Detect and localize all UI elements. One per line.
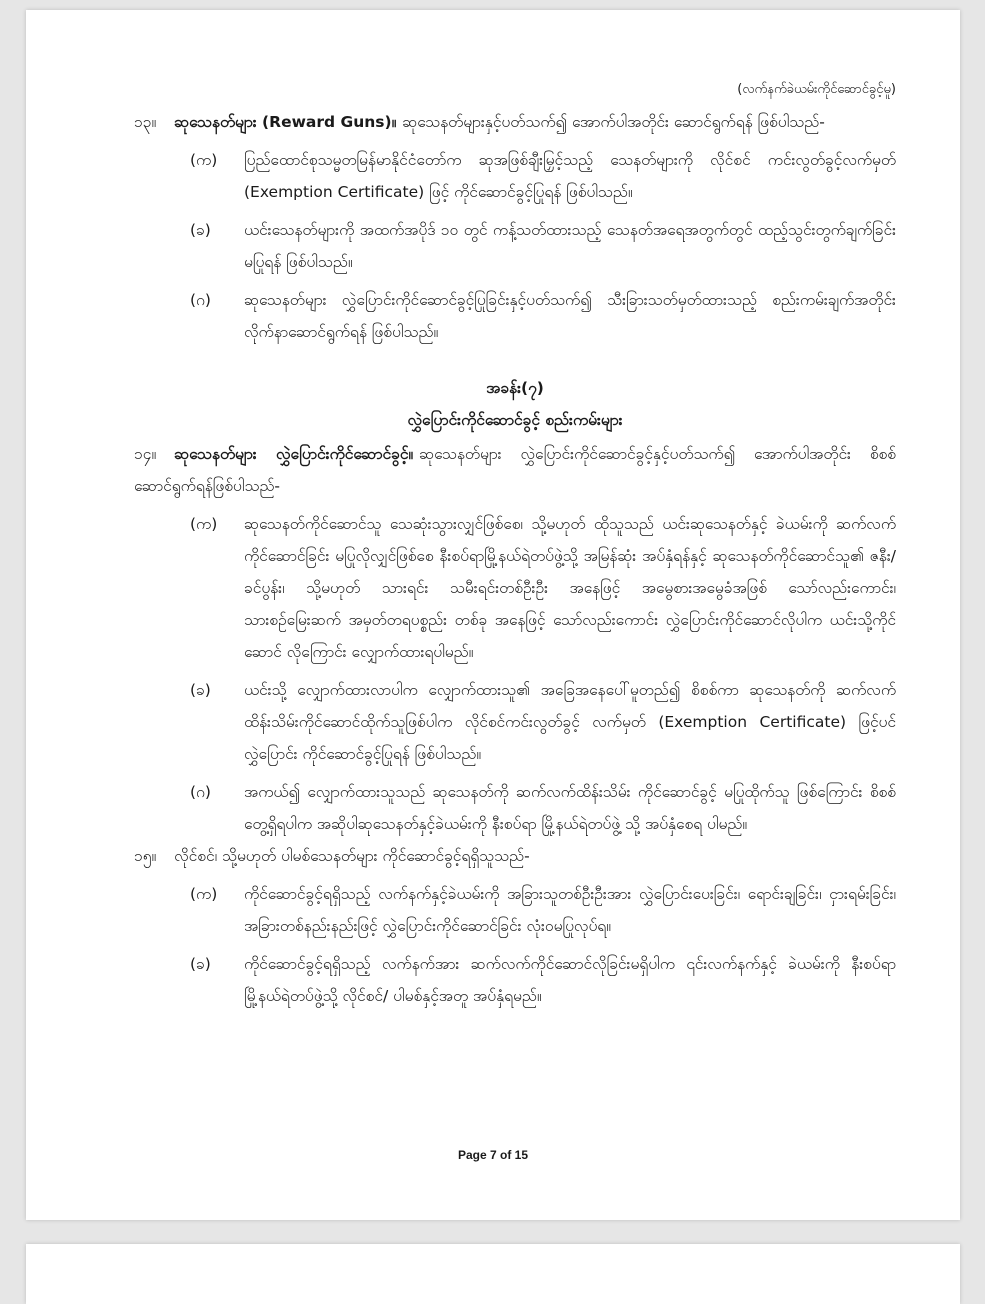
item-text: ဆုသေနတ်များ လွှဲပြောင်းကိုင်ဆောင်ခွင့်ပြုခြင်းနှင့်ပတ်သက်၍ သီးခြားသတ်မှတ်ထားသည့် စည်းကမ်းချက်အတိုင်း လိုက်နာဆောင်ရွက်ရန် ဖြစ်ပါသည်။ [244, 291, 896, 341]
list-item [134, 144, 896, 208]
item-text: ပြည်ထောင်စုသမ္မတမြန်မာနိုင်ငံတော်က ဆုအဖြစ်ချီးမြှင့်သည့် သေနတ်များကို လိုင်စင် ကင်းလွတ်ခွင့်လက်မှတ် (Exemption Certificate) ဖြင့် ကိုင်ဆောင်ခွင့်ပြုရန် ဖြစ်ပါသည်။ [244, 151, 896, 201]
paragraph-13 [134, 106, 896, 138]
paragraph-text: လိုင်စင်၊ သို့မဟုတ် ပါမစ်သေနတ်များ ကိုင်ဆောင်ခွင့်ရရှိသူသည်- [174, 847, 530, 865]
list-item [134, 508, 896, 668]
item-label: (ခ) [190, 955, 211, 973]
item-text: ဆုသေနတ်ကိုင်ဆောင်သူ သေဆုံးသွားလျှင်ဖြစ်စေ၊ သို့မဟုတ် ထိုသူသည် ယင်းဆုသေနတ်နှင့် ခဲယမ်းကို ဆက်လက်ကိုင်ဆောင်ခြင်း မပြုလိုလျှင်ဖြစ်စေ နီးစပ်ရာမြို့နယ်ရဲတပ်ဖွဲ့သို့ အမြန်ဆုံး အပ်နှံရန်နှင့် ဆုသေနတ်ကိုင်ဆောင်သူ၏ ဇနီး/ ခင်ပွန်း၊ သို့မဟုတ် သားရင်း သမီးရင်းတစ်ဦးဦး အနေဖြင့် အမွေစားအမွေခံအဖြစ် သော်လည်းကောင်း၊ သားစဉ်မြေးဆက် အမှတ်တရပစ္စည်း တစ်ခု အနေဖြင့် သော်လည်းကောင်း လွှဲပြောင်းကိုင်ဆောင်လိုပါက ယင်းသို့ကိုင်ဆောင် လိုကြောင်း လျှောက်ထားရပါမည်။ [244, 515, 896, 661]
chapter-subtitle: လွှဲပြောင်းကိုင်ဆောင်ခွင့် စည်းကမ်းများ [407, 411, 623, 429]
item-label: (ခ) [190, 221, 211, 239]
list-item [134, 674, 896, 770]
paragraph-heading: ဆုသေနတ်များ (Reward Guns)။ [174, 113, 397, 131]
item-text: ကိုင်ဆောင်ခွင့်ရရှိသည့် လက်နက်အား ဆက်လက်ကိုင်ဆောင်လိုခြင်းမရှိပါက ၎င်းလက်နက်နှင့် ခဲယမ်းကို နီးစပ်ရာမြို့နယ်ရဲတပ်ဖွဲ့သို့ လိုင်စင်/ ပါမစ်နှင့်အတူ အပ်နှံရမည်။ [244, 955, 896, 1005]
chapter-title: အခန်း(၇) [486, 379, 544, 397]
list-item [134, 878, 896, 942]
paragraph-heading: ဆုသေနတ်များ လွှဲပြောင်းကိုင်ဆောင်ခွင့်။ [174, 445, 414, 463]
paragraph-15 [134, 840, 896, 872]
item-text: အကယ်၍ လျှောက်ထားသူသည် ဆုသေနတ်ကို ဆက်လက်ထိန်းသိမ်း ကိုင်ဆောင်ခွင့် မပြုထိုက်သူ ဖြစ်ကြောင်း စိစစ်တွေ့ရှိရပါက အဆိုပါဆုသေနတ်နှင့်ခဲယမ်းကို နီးစပ်ရာ မြို့နယ်ရဲတပ်ဖွဲ့ သို့ အပ်နှံစေရ ပါမည်။ [244, 783, 896, 833]
item-label: (က) [190, 515, 218, 533]
list-item [134, 948, 896, 1012]
next-page-edge [26, 1244, 960, 1304]
paragraph-number: ၁၃။ [134, 113, 157, 131]
paragraph-text: ဆုသေနတ်များနှင့်ပတ်သက်၍ အောက်ပါအတိုင်း ဆောင်ရွက်ရန် ဖြစ်ပါသည်- [402, 113, 825, 131]
list-item [134, 214, 896, 278]
paragraph-number: ၁၄။ [134, 445, 157, 463]
item-label: (ဂ) [190, 291, 211, 309]
page-content [134, 80, 896, 1012]
item-label: (ခ) [190, 681, 211, 699]
paragraph-14 [134, 438, 896, 502]
item-text: ယင်းသေနတ်များကို အထက်အပိုဒ် ၁၀ တွင် ကန့်သတ်ထားသည့် သေနတ်အရေအတွက်တွင် ထည့်သွင်းတွက်ချက်ခြင်းမပြုရန် ဖြစ်ပါသည်။ [244, 221, 896, 271]
paragraph-number: ၁၅။ [134, 847, 157, 865]
item-label: (က) [190, 885, 218, 903]
paragraph-text: ဆုသေနတ်များ လွှဲပြောင်းကိုင်ဆောင်ခွင့်နှင့်ပတ်သက်၍ အောက်ပါအတိုင်း စိစစ်ဆောင်ရွက်ရန်ဖြစ်ပါသည်- [134, 445, 896, 495]
item-label: (ဂ) [190, 783, 211, 801]
item-text: ယင်းသို့ လျှောက်ထားလာပါက လျှောက်ထားသူ၏ အခြေအနေပေါ်မူတည်၍ စိစစ်ကာ ဆုသေနတ်ကို ဆက်လက်ထိန်းသိမ်းကိုင်ဆောင်ထိုက်သူဖြစ်ပါက လိုင်စင်ကင်းလွတ်ခွင့် လက်မှတ် (Exemption Certificate) ဖြင့်ပင် လွှဲပြောင်း ကိုင်ဆောင်ခွင့်ပြုရန် ဖြစ်ပါသည်။ [244, 681, 896, 763]
document-page [26, 10, 960, 1220]
header-reference: (လက်နက်ခဲယမ်းကိုင်ဆောင်ခွင့်မူ) [737, 82, 896, 97]
list-item [134, 776, 896, 840]
item-text: ကိုင်ဆောင်ခွင့်ရရှိသည့် လက်နက်နှင့်ခဲယမ်းကို အခြားသူတစ်ဦးဦးအား လွှဲပြောင်းပေးခြင်း၊ ရောင်းချခြင်း၊ ငှားရမ်းခြင်း၊ အခြားတစ်နည်းနည်းဖြင့် လွှဲပြောင်းကိုင်ဆောင်ခြင်း လုံးဝမပြုလုပ်ရ။ [244, 885, 896, 935]
list-item [134, 284, 896, 348]
item-label: (က) [190, 151, 218, 169]
page-number-footer: Page 7 of 15 [457, 1148, 529, 1162]
